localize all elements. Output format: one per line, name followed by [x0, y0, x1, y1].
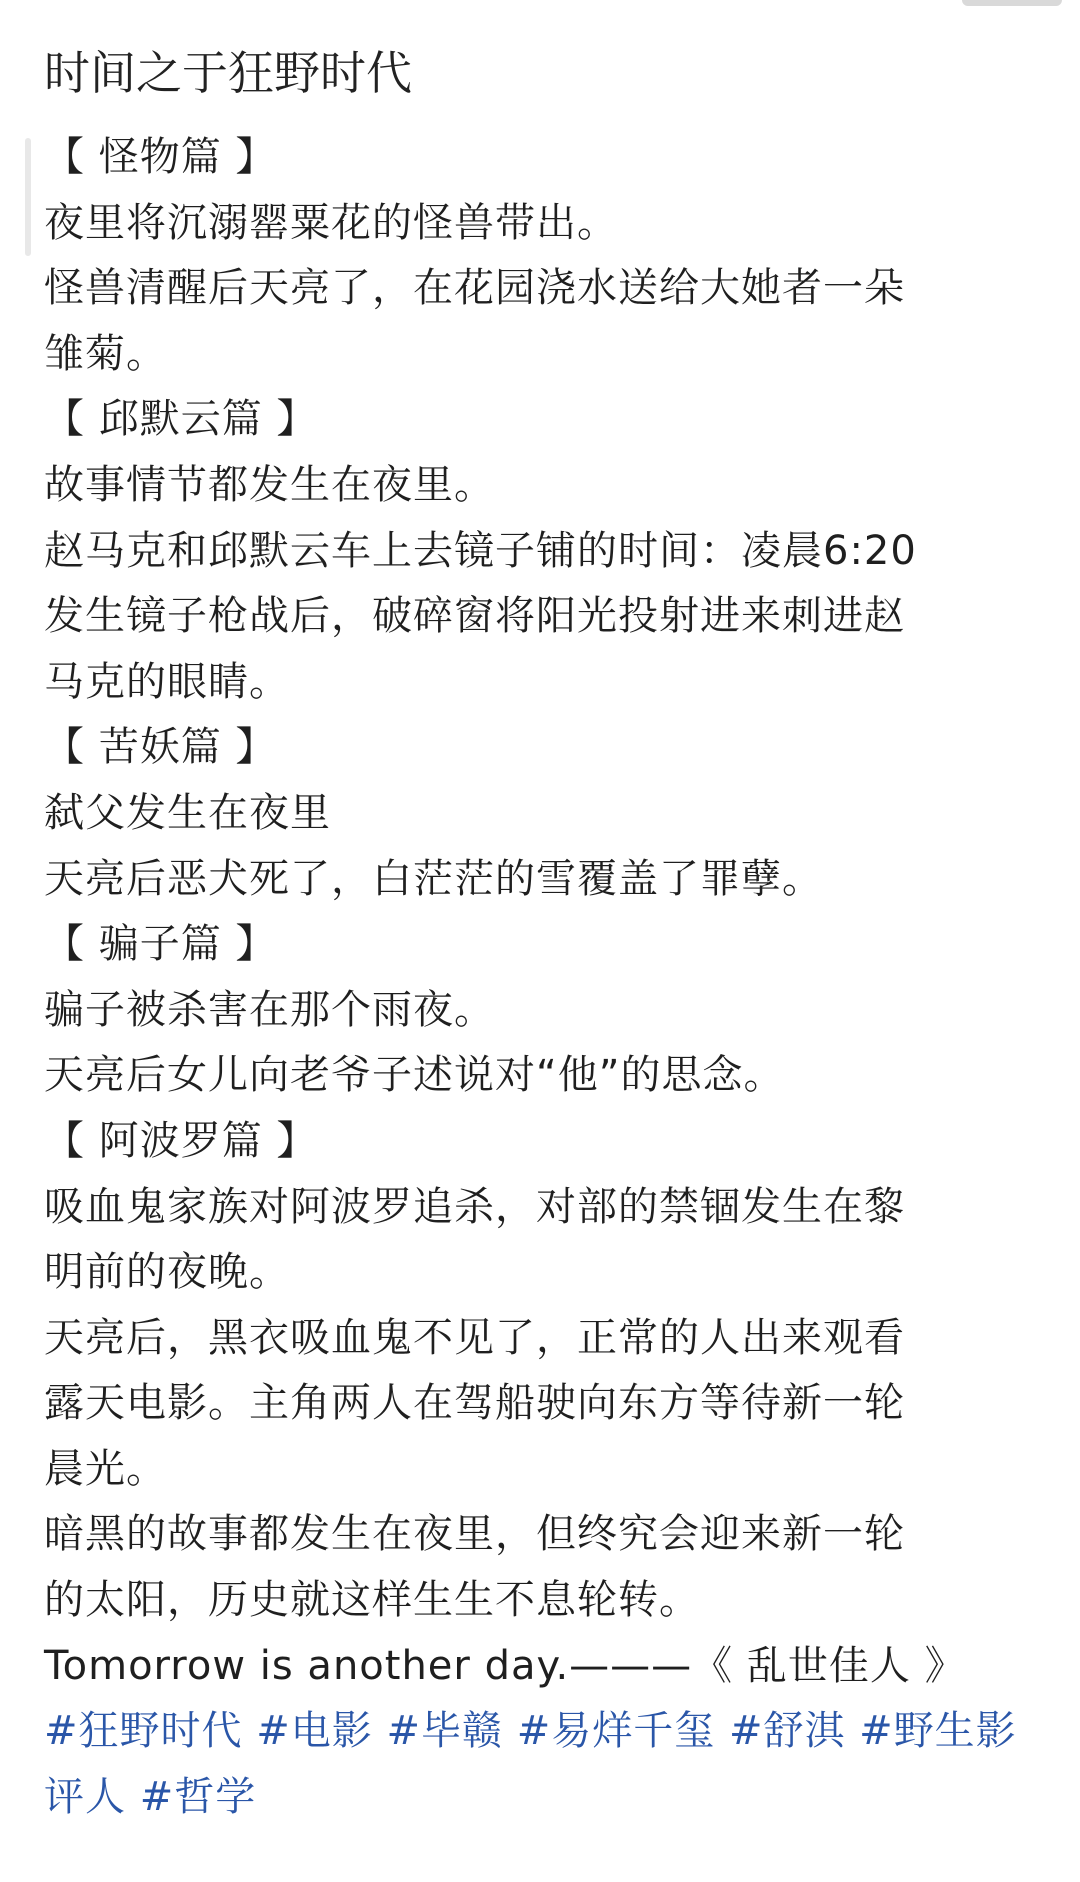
hashtag-link[interactable]: #哲学 — [139, 1773, 257, 1820]
text-line: 天亮后女儿向老爷子述说对“他”的思念。 — [44, 1052, 785, 1099]
hashtag-row-2 — [44, 1765, 1044, 1831]
text-line: 的太阳，历史就这样生生不息轮转。 — [44, 1577, 700, 1624]
section-heading-kuyao: 【 苦妖篇 】 — [44, 724, 277, 771]
text-line: 吸血鬼家族对阿波罗追杀，对部的禁锢发生在黎 — [44, 1183, 905, 1230]
section-heading-pianzi: 【 骗子篇 】 — [44, 921, 277, 968]
section-heading-monster: 【 怪物篇 】 — [44, 134, 277, 180]
scroll-indicator — [25, 138, 31, 256]
section-heading-qiu-moyun: 【 邱默云篇 】 — [44, 396, 318, 443]
hashtag-row-1 — [44, 1699, 1044, 1765]
hashtag-link-continued[interactable]: 评人 — [44, 1773, 126, 1820]
text-line: 故事情节都发生在夜里。 — [44, 461, 495, 508]
hashtag-link[interactable]: #易烊千玺 — [516, 1708, 716, 1755]
text-line: 雏菊。 — [44, 330, 167, 377]
text-line: 夜里将沉溺罂粟花的怪兽带出。 — [44, 199, 618, 246]
text-line: 暗黑的故事都发生在夜里，但终究会迎来新一轮 — [44, 1511, 905, 1558]
text-line: 晨光。 — [44, 1445, 167, 1492]
top-handle — [962, 0, 1062, 6]
hashtag-link[interactable]: #电影 — [256, 1708, 373, 1755]
text-line: 明前的夜晚。 — [44, 1249, 290, 1296]
text-line: 马克的眼睛。 — [44, 658, 290, 705]
text-line: 发生镜子枪战后，破碎窗将阳光投射进来刺进赵 — [44, 593, 905, 640]
top-bar — [0, 0, 1080, 20]
hashtag-link[interactable]: #毕赣 — [386, 1708, 503, 1755]
section-heading-apollo: 【 阿波罗篇 】 — [44, 1117, 318, 1164]
text-line: 天亮后，黑衣吸血鬼不见了，正常的人出来观看 — [44, 1314, 905, 1361]
text-line: 骗子被杀害在那个雨夜。 — [44, 986, 495, 1033]
post-title: 时间之于狂野时代 — [44, 46, 412, 100]
hashtag-link[interactable]: #狂野时代 — [44, 1708, 243, 1755]
hashtag-link[interactable]: #野生影 — [859, 1708, 1017, 1755]
quote-line: Tomorrow is another day.———《 乱世佳人 》 — [44, 1642, 966, 1689]
hashtag-link[interactable]: #舒淇 — [728, 1708, 846, 1755]
text-line: 怪兽清醒后天亮了，在花园浇水送给大她者一朵 — [44, 265, 905, 312]
text-line: 弑父发生在夜里 — [44, 789, 331, 836]
text-line: 赵马克和邱默云车上去镜子铺的时间：凌晨6:20 — [44, 527, 917, 574]
text-line: 露天电影。主角两人在驾船驶向东方等待新一轮 — [44, 1380, 905, 1427]
post-body — [44, 125, 1044, 1830]
text-line: 天亮后恶犬死了，白茫茫的雪覆盖了罪孽。 — [44, 855, 823, 902]
